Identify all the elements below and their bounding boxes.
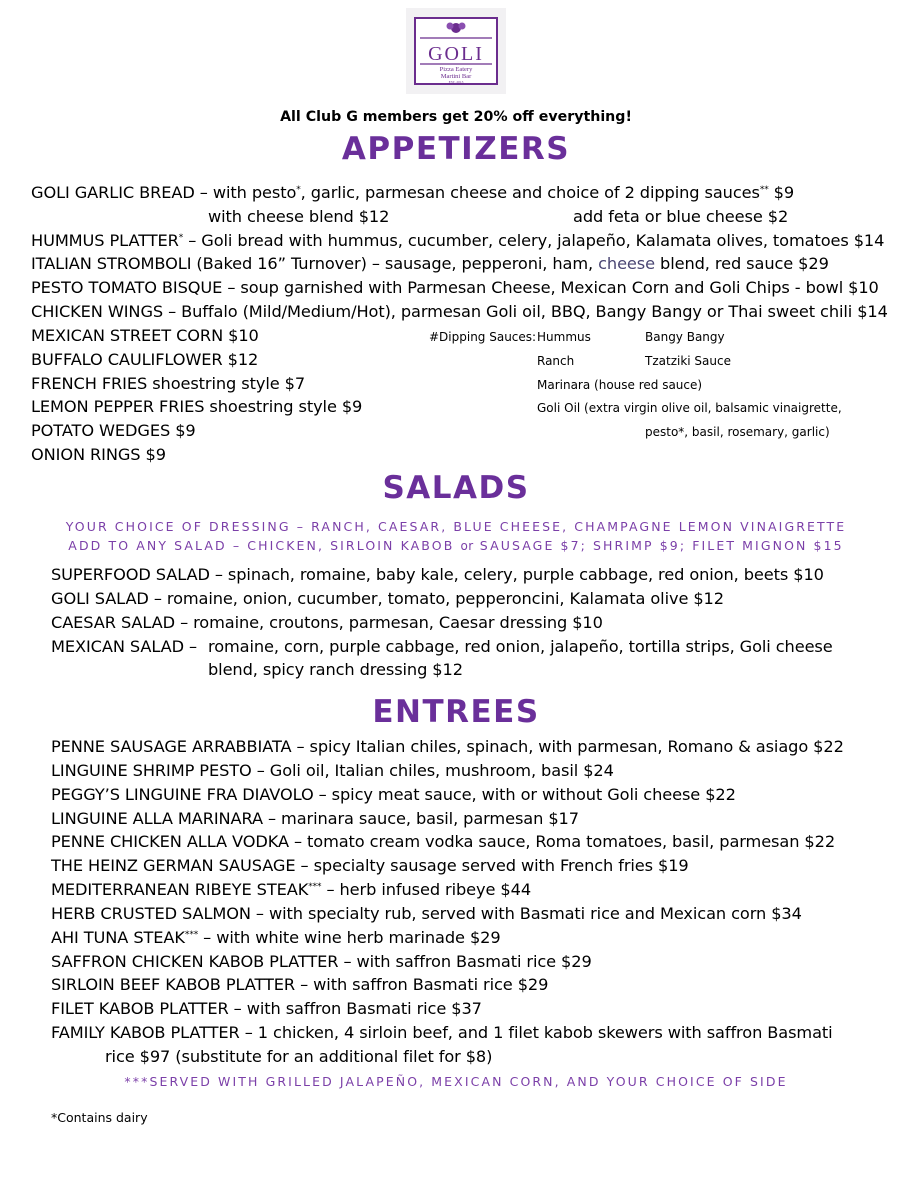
menu-item-wedges: POTATO WEDGES $9 xyxy=(31,421,196,440)
dipping-sauces-label: #Dipping Sauces: xyxy=(429,330,537,344)
menu-item-fra-diavolo: PEGGY’S LINGUINE FRA DIAVOLO – spicy meat sauce, with or without Goli cheese $22 xyxy=(51,785,736,804)
logo-est: EST. 2013 xyxy=(448,80,464,84)
garlic-bread-cheese-option: with cheese blend $12 xyxy=(208,207,390,226)
menu-item-family-kabob: FAMILY KABOB PLATTER – 1 chicken, 4 sirloin beef, and 1 filet kabob skewers with saffron Basmati xyxy=(51,1023,833,1042)
salads-heading: SALADS xyxy=(382,470,530,506)
sauce-ranch: Ranch xyxy=(537,354,575,368)
salad-add-on-note: ADD TO ANY SALAD – CHICKEN, SIRLOIN KABOB or SAUSAGE $7; SHRIMP $9; FILET MIGNON $15 xyxy=(68,538,844,553)
family-kabob-cont: rice $97 (substitute for an additional filet for $8) xyxy=(105,1047,493,1066)
menu-item-superfood-salad: SUPERFOOD SALAD – spinach, romaine, baby kale, celery, purple cabbage, red onion, beets $10 xyxy=(51,565,824,584)
menu-item-cauliflower: BUFFALO CAULIFLOWER $12 xyxy=(31,350,259,369)
menu-item-hummus: HUMMUS PLATTER* – Goli bread with hummus, cucumber, celery, jalapeño, Kalamata olives, tomatoes $14 xyxy=(31,231,885,250)
footnote-dairy: *Contains dairy xyxy=(51,1110,148,1125)
item-name: GOLI GARLIC BREAD xyxy=(31,183,195,202)
menu-item-vodka: PENNE CHICKEN ALLA VODKA – tomato cream vodka sauce, Roma tomatoes, basil, parmesan $22 xyxy=(51,832,836,851)
menu-item-marinara: LINGUINE ALLA MARINARA – marinara sauce, basil, parmesan $17 xyxy=(51,809,579,828)
mexican-salad-desc: romaine, corn, purple cabbage, red onion, jalapeño, tortilla strips, Goli cheese xyxy=(208,637,833,656)
menu-item-stromboli: ITALIAN STROMBOLI (Baked 16” Turnover) – sausage, pepperoni, ham, cheese blend, red sauce $29 xyxy=(31,254,829,273)
sauce-marinara: Marinara (house red sauce) xyxy=(537,378,703,392)
menu-item-ribeye: MEDITERRANEAN RIBEYE STEAK*** – herb infused ribeye $44 xyxy=(51,880,532,899)
menu-item-fries: FRENCH FRIES shoestring style $7 xyxy=(31,374,306,393)
logo-line1: Pizza Eatery xyxy=(439,66,473,73)
sauce-hummus: Hummus xyxy=(537,330,591,344)
salad-dressing-note: YOUR CHOICE OF DRESSING – RANCH, CAESAR, BLUE CHEESE, CHAMPAGNE LEMON VINAIGRETTE xyxy=(65,519,847,534)
menu-item-mexican-salad-name: MEXICAN SALAD – xyxy=(51,637,198,656)
menu-item-filet-kabob: FILET KABOB PLATTER – with saffron Basmati rice $37 xyxy=(51,999,482,1018)
menu-item-caesar-salad: CAESAR SALAD – romaine, croutons, parmesan, Caesar dressing $10 xyxy=(51,613,603,632)
menu-item-lemon-fries: LEMON PEPPER FRIES shoestring style $9 xyxy=(31,397,363,416)
menu-item-ahi-tuna: AHI TUNA STEAK*** – with white wine herb marinade $29 xyxy=(51,928,501,947)
entree-served-note: ***SERVED WITH GRILLED JALAPEÑO, MEXICAN CORN, AND YOUR CHOICE OF SIDE xyxy=(124,1074,788,1089)
menu-item-goli-salad: GOLI SALAD – romaine, onion, cucumber, tomato, pepperoncini, Kalamata olive $12 xyxy=(51,589,724,608)
sauce-goli-oil-cont: pesto*, basil, rosemary, garlic) xyxy=(645,425,830,439)
menu-item-german-sausage: THE HEINZ GERMAN SAUSAGE – specialty sausage served with French fries $19 xyxy=(51,856,689,875)
menu-item-shrimp-pesto: LINGUINE SHRIMP PESTO – Goli oil, Italian chiles, mushroom, basil $24 xyxy=(51,761,614,780)
sauce-tzatziki: Tzatziki Sauce xyxy=(645,354,731,368)
logo xyxy=(406,8,506,94)
goli-logo-graphic xyxy=(406,8,506,94)
sauce-goli-oil: Goli Oil (extra virgin olive oil, balsamic vinaigrette, xyxy=(537,401,842,415)
garlic-bread-feta-option: add feta or blue cheese $2 xyxy=(573,207,789,226)
menu-item-salmon: HERB CRUSTED SALMON – with specialty rub, served with Basmati rice and Mexican corn $34 xyxy=(51,904,802,923)
mexican-salad-desc-cont: blend, spicy ranch dressing $12 xyxy=(208,660,463,679)
menu-item-chicken-kabob: SAFFRON CHICKEN KABOB PLATTER – with saffron Basmati rice $29 xyxy=(51,952,592,971)
menu-item-bisque: PESTO TOMATO BISQUE – soup garnished with Parmesan Cheese, Mexican Corn and Goli Chips - bowl $10 xyxy=(31,278,879,297)
menu-item-wings: CHICKEN WINGS – Buffalo (Mild/Medium/Hot), parmesan Goli oil, BBQ, Bangy Bangy or Thai sweet chili $14 xyxy=(31,302,888,321)
menu-item-garlic-bread: GOLI GARLIC BREAD – with pesto*, garlic, parmesan cheese and choice of 2 dipping sauces** $9 xyxy=(31,183,795,202)
promo-text: All Club G members get 20% off everything! xyxy=(280,109,632,125)
menu-item-sirloin-kabob: SIRLOIN BEEF KABOB PLATTER – with saffron Basmati rice $29 xyxy=(51,975,549,994)
appetizers-heading: APPETIZERS xyxy=(341,131,571,167)
menu-item-street-corn: MEXICAN STREET CORN $10 xyxy=(31,326,259,345)
entrees-heading: ENTREES xyxy=(372,694,540,730)
sauce-bangy: Bangy Bangy xyxy=(645,330,725,344)
menu-item-arrabbiata: PENNE SAUSAGE ARRABBIATA – spicy Italian chiles, spinach, with parmesan, Romano & asiago $22 xyxy=(51,737,844,756)
logo-line2: Martini Bar xyxy=(440,73,472,80)
menu-item-onion-rings: ONION RINGS $9 xyxy=(31,445,166,464)
logo-name: GOLI xyxy=(428,43,484,65)
